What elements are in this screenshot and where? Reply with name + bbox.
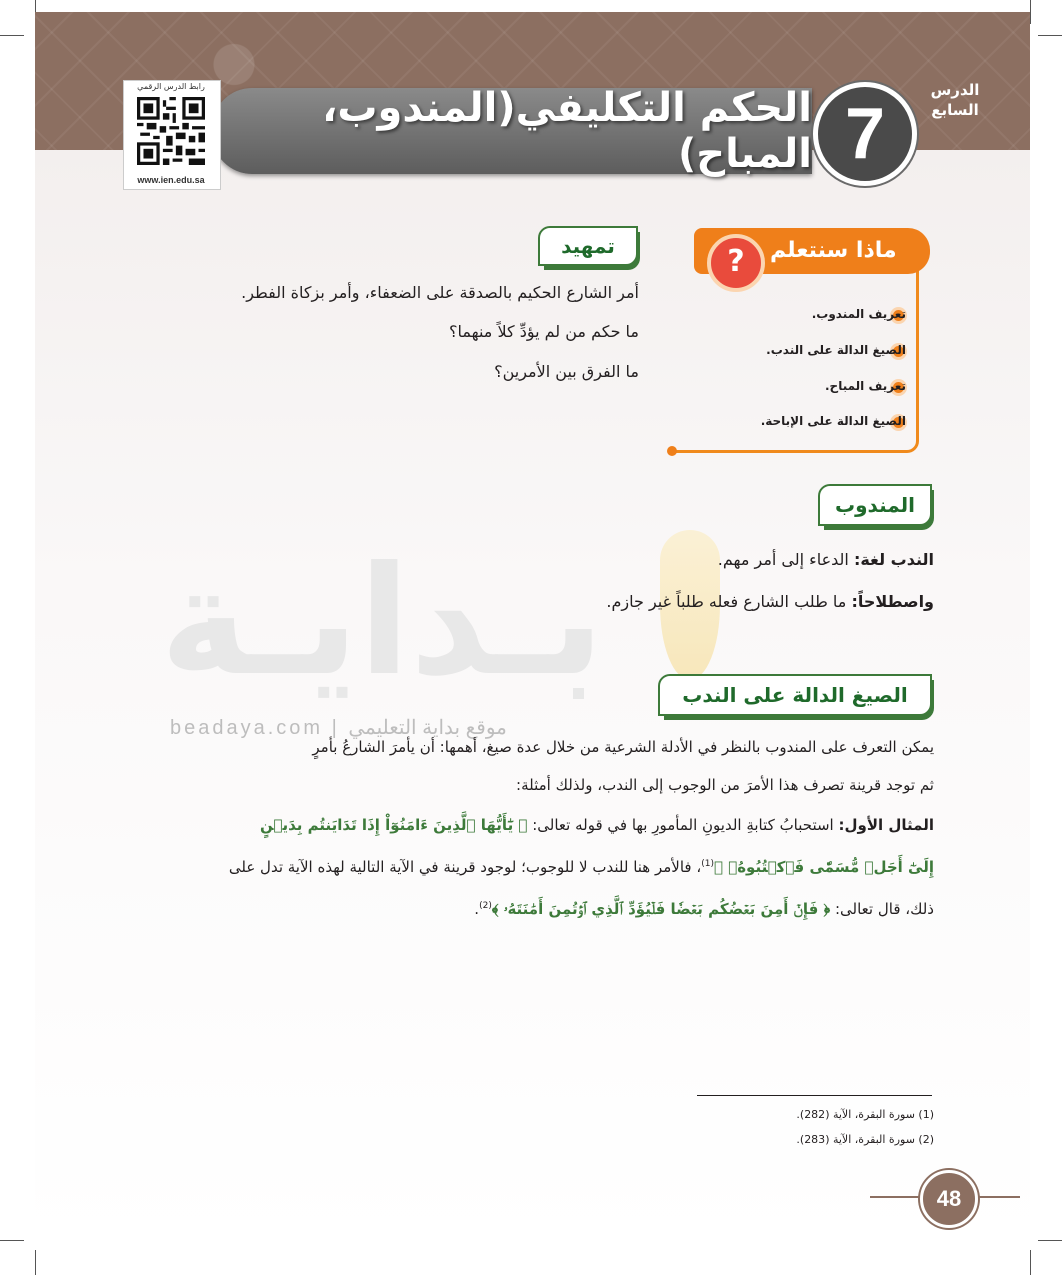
footnote: (2) سورة البقرة، الآية (283). <box>796 1133 934 1146</box>
intro-heading: تمهيد <box>538 226 638 266</box>
intro-line: ما حكم من لم يؤدِّ كلاً منهما؟ <box>448 322 639 341</box>
footnote-ref: (1) <box>701 859 714 869</box>
page-number-line <box>975 1196 1020 1198</box>
qr-caption: رابط الدرس الرقمي <box>137 82 205 91</box>
page-title: الحكم التكليفي(المندوب، المباح) <box>322 85 812 177</box>
question-icon: ? <box>707 234 765 292</box>
learn-heading: ماذا سنتعلم <box>770 238 897 263</box>
crop-mark <box>1030 0 1031 24</box>
lang-definition: الندب لغة: الدعاء إلى أمر مهم. <box>717 550 934 569</box>
intro-line: أمر الشارع الحكيم بالصدقة على الضعفاء، وأمر بزكاة الفطر. <box>241 283 639 302</box>
verse: ﴿ فَإِنۡ أَمِنَ بَعۡضُكُم بَعۡضٗا فَلۡيُؤَدِّ ٱلَّذِي ٱؤۡتُمِنَ أَمَٰنَتَهُۥ ﴾ <box>491 900 831 918</box>
crop-mark <box>1030 1250 1031 1275</box>
crop-mark <box>1038 1240 1062 1241</box>
watermark-site: beadaya.com | موقع بداية التعليمي <box>170 717 507 739</box>
title-bar <box>212 85 812 177</box>
lesson-number-badge: 7 <box>813 82 917 186</box>
qr-url[interactable]: www.ien.edu.sa <box>137 175 205 185</box>
crop-mark <box>35 1250 36 1275</box>
qr-code-icon[interactable] <box>137 97 205 165</box>
page-number-line <box>870 1196 920 1198</box>
crop-mark <box>1038 35 1062 36</box>
learn-item: تعريف المندوب. <box>811 307 906 321</box>
lesson-label: الدرس السابع <box>930 81 980 119</box>
learn-box-dot <box>667 446 677 456</box>
forms-paragraph: ثم توجد قرينة تصرف هذا الأمرَ من الوجوب إلى الندب، ولذلك أمثلة: <box>516 776 934 794</box>
learn-item: تعريف المباح. <box>825 379 906 393</box>
mandoob-heading: المندوب <box>818 484 932 526</box>
example-line: المثال الأول: استحبابُ كتابةِ الديونِ المأمورِ بها في قوله تعالى: ﴿ يَٰٓأَيُّهَا ٱلَّذِينَ ءَامَنُوٓاْ إِذَا تَدَايَنتُم بِدَيۡنٍ <box>259 816 934 834</box>
learn-item: الصيغ الدالة على الإباحة. <box>760 414 906 428</box>
learn-item: الصيغ الدالة على الندب. <box>766 343 906 357</box>
forms-heading: الصيغ الدالة على الندب <box>658 674 932 716</box>
footnote-divider <box>697 1095 932 1096</box>
example-line: إِلَىٰٓ أَجَلٖ مُّسَمّٗى فَٱكۡتُبُوهُۚ ﴾$^{(1)}$، فالأمر هنا للندب لا للوجوب؛ لوجود قرينة في الآية التالية لهذه الآية تدل على <box>228 858 934 876</box>
forms-paragraph: يمكن التعرف على المندوب بالنظر في الأدلة الشرعية من خلال عدة صيغ، أهمها: أن يأمرَ الشارعُ بأمرٍ <box>312 738 934 756</box>
watermark-logo: بـدايـة <box>160 535 605 709</box>
verse: إِلَىٰٓ أَجَلٖ مُّسَمّٗى فَٱكۡتُبُوهُۚ ﴾ <box>713 858 934 876</box>
page-number: 48 <box>920 1170 978 1228</box>
footnote: (1) سورة البقرة، الآية (282). <box>796 1108 934 1121</box>
example-line: ذلك، قال تعالى: ﴿ فَإِنۡ أَمِنَ بَعۡضُكُم بَعۡضٗا فَلۡيُؤَدِّ ٱلَّذِي ٱؤۡتُمِنَ أَمَٰنَتَهُۥ ﴾$^{(2)}$. <box>474 900 934 918</box>
term-definition: واصطلاحاً: ما طلب الشارع فعله طلباً غير جازم. <box>606 592 934 611</box>
footnote-ref: (2) <box>479 901 492 911</box>
crop-mark <box>0 1240 24 1241</box>
verse: ﴿ يَٰٓأَيُّهَا ٱلَّذِينَ ءَامَنُوٓاْ إِذَا تَدَايَنتُم بِدَيۡنٍ <box>259 816 528 834</box>
intro-line: ما الفرق بين الأمرين؟ <box>494 362 639 381</box>
crop-mark <box>0 35 24 36</box>
